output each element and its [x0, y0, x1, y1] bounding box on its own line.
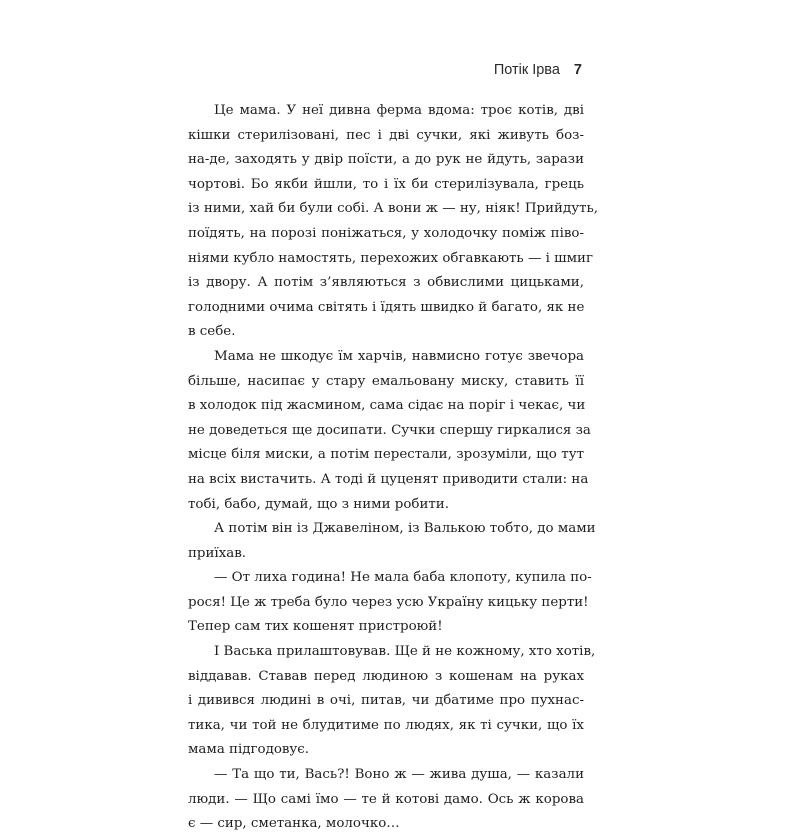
text-line: Мама не шкодує їм харчів, навмисно готує звечора	[214, 348, 584, 364]
text-line: місце біля миски, а потім перестали, зрозуміли, що тут	[188, 447, 584, 463]
text-line: — Та що ти, Вась?! Воно ж — жива душа, — казали	[214, 767, 584, 783]
body-text	[188, 99, 599, 837]
text-line: не доведеться ще досипати. Сучки спершу гиркалися за	[188, 422, 591, 438]
text-line: із двору. А потім з’являються з обвислими цицьками,	[188, 275, 584, 291]
text-line: ніями кубло намостять, перехожих обгавкають — і шмиг	[188, 250, 593, 266]
text-line: рося! Це ж треба було через усю Україну кицьку перти!	[188, 594, 589, 610]
text-line: чортові. Бо якби йшли, то і їх би стерилізувала, грець	[188, 176, 584, 192]
text-line: Це мама. У неї дивна ферма вдома: троє котів, дві	[214, 103, 584, 118]
text-line: більше, насипає у стару емальовану миску, ставить її	[188, 373, 584, 389]
text-line: голодними очима світять і їдять швидко й багато, як не	[188, 299, 585, 315]
text-line: в холодок під жасмином, сама сідає на поріг і чекає, чи	[188, 398, 586, 414]
text-line: приїхав.	[188, 545, 247, 561]
text-line: кішки стерилізовані, пес і дві сучки, які живуть боз-	[188, 127, 584, 143]
text-line: із ними, хай би були собі. А вони ж — ну, ніяк! Прийдуть,	[188, 201, 599, 217]
text-line: є — сир, сметанка, молочко…	[188, 816, 400, 832]
text-line: тика, чи той не блудитиме по людях, як ті сучки, що їх	[188, 717, 584, 733]
text-line: на всіх вистачить. А тоді й цуценят приводити стали: на	[188, 471, 589, 487]
text-line: Тепер сам тих кошенят пристроюй!	[188, 619, 443, 635]
text-line: А потім він із Джавеліном, із Валькою тобто, до мами	[214, 521, 596, 537]
text-line: поїдять, на порозі поніжаться, у холодочку поміж піво-	[188, 225, 584, 241]
text-line: мама підгодовує.	[188, 742, 310, 758]
text-line: віддавав. Ставав перед людиною з кошенам на руках	[188, 668, 584, 684]
page-number: 7	[573, 62, 582, 78]
text-line: тобі, бабо, думай, що з ними робити.	[188, 496, 449, 512]
text-line: І Васька прилаштовував. Ще й не кожному, хто хотів,	[214, 644, 596, 660]
running-title: Потік Ірва	[493, 62, 560, 78]
running-header	[494, 62, 582, 78]
text-line: на-де, заходять у двір поїсти, а до рук не йдуть, зарази	[188, 152, 584, 168]
text-line: люди. — Що самі їмо — те й котові дамо. Ось ж корова	[188, 791, 584, 807]
text-line: і дивився людині в очі, питав, чи дбатиме про пухнас-	[188, 693, 584, 709]
text-line: — От лиха година! Не мала баба клопоту, купила по-	[214, 570, 592, 586]
text-line: в себе.	[188, 324, 236, 340]
